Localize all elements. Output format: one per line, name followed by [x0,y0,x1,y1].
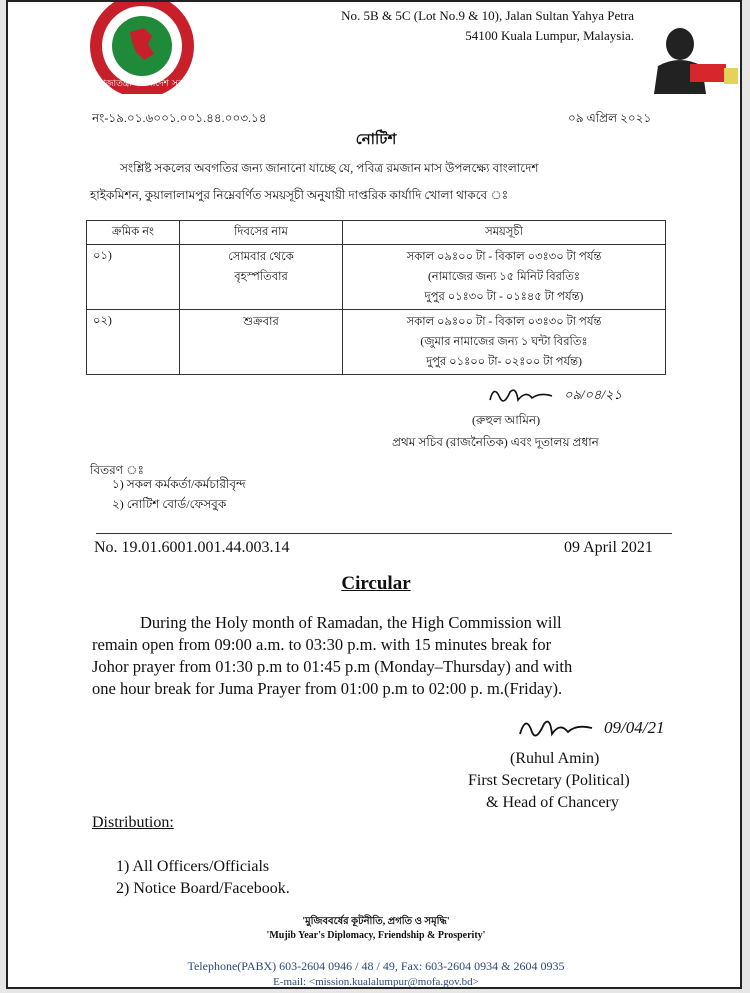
footer-telephone: Telephone(PABX) 603-2604 0946 / 48 / 49, Fax: 603-2604 0934 & 2604 0935 [187,959,565,973]
circular-body-line: remain open from 09:00 a.m. to 03:30 p.m. with 15 minutes break for [92,635,552,654]
address-line-2: 54100 Kuala Lumpur, Malaysia. [465,28,634,43]
english-signer-name: (Ruhul Amin) [510,750,600,767]
english-distribution-label: Distribution: [92,814,174,831]
time-line: সকাল ০৯ঃ০০ টা - বিকাল ০৩ঃ৩০ টা পর্যন্ত [406,251,602,263]
mujib-year-logo [636,20,740,94]
table-cell-serial: ০২) [87,310,180,375]
footer-email: E-mail: <mission.kualalumpur@mofa.gov.bd> [273,976,479,988]
document-page [6,0,742,989]
bangla-distribution-label: বিতরণ ঃ [90,463,144,477]
signature-bangla [486,382,556,408]
circular-title: Circular [341,573,411,594]
table-row [87,310,666,375]
english-signer-title-1: First Secretary (Political) [468,772,630,789]
bangla-signer-title: প্রথম সচিব (রাজনৈতিক) এবং দূতালয় প্রধান [392,435,599,449]
bangla-distribution-item: ২) নোটিশ বোর্ড/ফেসবুক [112,497,227,511]
time-line: (নামাজের জন্য ১৫ মিনিট বিরতিঃ [427,271,581,283]
address-line-1: No. 5B & 5C (Lot No.9 & 10), Jalan Sultan Yahya Petra [341,8,634,23]
time-line: (জুমার নামাজের জন্য ১ ঘন্টা বিরতিঃ [420,336,588,348]
day-line: বৃহস্পতিবার [234,271,288,283]
english-sign-date: 09/04/21 [604,718,665,737]
emblem-label: গণপ্রজাতন্ত্রী বাংলাদেশ সরকার [87,79,197,89]
circular-body-line: Johor prayer from 01:30 p.m to 01:45 p.m (Monday–Thursday) and with [92,657,573,676]
table-header: দিবসের নাম [180,221,343,245]
section-divider [96,533,672,534]
bangla-ref-no: নং-১৯.০১.৬০০১.০০১.৪৪.০০৩.১৪ [92,111,267,125]
time-line: দুপুর ০১ঃ০০ টা- ০২ঃ০০ টা পর্যন্ত) [426,356,582,368]
bangla-sign-date: ০৯/০৪/২১ [564,387,622,402]
english-date: 09 April 2021 [564,539,653,556]
table-row [87,245,666,310]
government-emblem [86,2,198,94]
table-cell-time [343,245,666,310]
time-line: দুপুর ০১ঃ৩০ টা - ০১ঃ৪৫ টা পর্যন্ত) [424,291,584,303]
english-distribution-item: 1) All Officers/Officials [116,858,270,875]
table-header: সময়সূচী [343,221,666,245]
schedule-table [86,220,666,375]
address-block [214,6,634,46]
signature-english [516,712,596,744]
english-distribution-item: 2) Notice Board/Facebook. [116,880,290,897]
table-header: ক্রমিক নং [87,221,180,245]
circular-body-line: one hour break for Juma Prayer from 01:00 p.m to 02:00 p. m.(Friday). [92,679,563,698]
table-cell-serial: ০১) [87,245,180,310]
table-cell-day [180,245,343,310]
day-line: শুক্রবার [243,316,279,328]
circular-body-line: During the Holy month of Ramadan, the High Commission will [140,613,562,632]
bangla-signer-name: (রুহুল আমিন) [472,413,541,427]
bangla-date: ০৯ এপ্রিল ২০২১ [568,111,652,125]
bangla-distribution-item: ১) সকল কর্মকর্তা/কর্মচারীবৃন্দ [112,477,246,491]
table-cell-time [343,310,666,375]
table-cell-day [180,310,343,375]
english-ref-no: No. 19.01.6001.001.44.003.14 [94,539,290,556]
english-signer-title-2: & Head of Chancery [486,794,619,811]
circular-body [92,612,682,700]
bangla-body-line-2: হাইকমিশন, কুয়ালালামপুর নিম্নেবর্ণিত সময়সূচী অনুযায়ী দাপ্তরিক কার্যাদি খোলা থাকবে ঃ [90,188,509,202]
bangla-body-line-1: সংশ্লিষ্ট সকলের অবগতির জন্য জানানো যাচ্ছে যে, পবিত্র রমজান মাস উপলক্ষ্যে বাংলাদেশ [120,161,539,175]
time-line: সকাল ০৯ঃ০০ টা - বিকাল ০৩ঃ৩০ টা পর্যন্ত [406,316,602,328]
footer-slogan-en: 'Mujib Year's Diplomacy, Friendship & Prosperity' [266,930,486,941]
day-line: সোমবার থেকে [228,251,294,263]
bangla-notice-title: নোটিশ [355,132,397,148]
table-header-row [87,221,666,245]
footer-slogan-bn: 'মুজিববর্ষের কূটনীতি, প্রগতি ও সমৃদ্ধি' [302,916,450,927]
bangla-body [90,155,690,209]
